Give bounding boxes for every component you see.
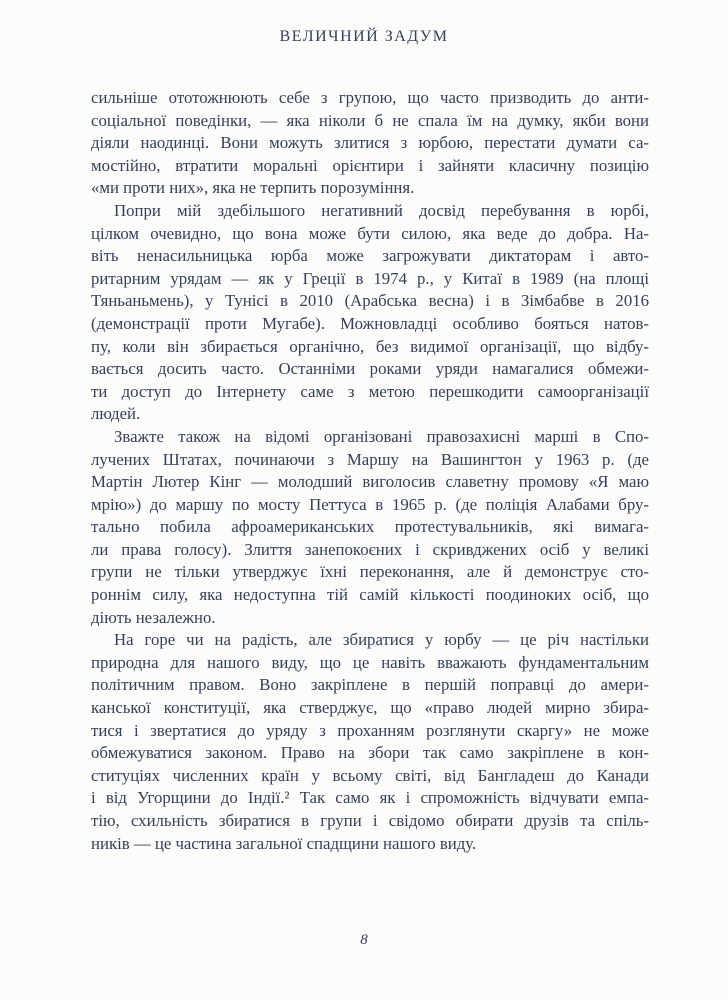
text-line: соціальної поведінки, — яка ніколи б не спала їм на думку, якби вони	[91, 110, 649, 130]
text-line: і від Угорщини до Індії.² Так само як і спроможність відчувати емпа-	[91, 788, 649, 808]
text-line: ституціях численних країн у всьому світі, від Бангладеш до Канади	[91, 765, 649, 785]
text-line: ників — це частина загальної спадщини нашого виду.	[91, 833, 477, 853]
paragraph	[91, 87, 649, 200]
text-line: віть ненасильницька юрба може загрожувати диктаторам і авто-	[91, 246, 649, 266]
running-head: ВЕЛИЧНИЙ ЗАДУМ	[279, 28, 449, 45]
paragraph	[91, 200, 649, 426]
text-line: діяли наодинці. Вони можуть злитися з юрбою, перестати думати са-	[91, 133, 649, 153]
paragraph	[91, 426, 649, 629]
text-line: людей.	[91, 404, 141, 424]
text-line: лучених Штатах, починаючи з Маршу на Вашингтон у 1963 р. (де	[91, 449, 649, 469]
text-line: пу, коли він збирається органічно, без видимої організації, що відбу-	[91, 336, 649, 356]
text-line: «ми проти них», яка не терпить порозуміння.	[91, 178, 415, 198]
text-line: Мартін Лютер Кінг — молодший виголосив славетну промову «Я маю	[91, 472, 649, 492]
text-line: вається досить часто. Останніми роками уряди намагалися обмежи-	[91, 359, 649, 379]
text-line: цілком очевидно, що вона може бути силою, яка веде до добра. На-	[91, 223, 649, 243]
text-line: Тяньаньмень), у Тунісі в 2010 (Арабська весна) і в Зімбабве в 2016	[91, 291, 649, 311]
text-line: тію, схильність збиратися в групи і свідомо обирати друзів та спіль-	[91, 811, 649, 830]
text-line: мостійно, втратити моральні орієнтири і зайняти класичну позицію	[91, 155, 649, 175]
paragraph	[91, 629, 649, 855]
text-line: групи не тільки утверджує їхні переконання, але й демонструє сто-	[91, 562, 649, 582]
text-line: діють незалежно.	[91, 607, 216, 627]
text-line: канської конституції, яка стверджує, що «право людей мирно збира-	[91, 698, 649, 718]
text-line: ритарним урядам — як у Греції в 1974 р., у Китаї в 1989 (на площі	[91, 268, 649, 288]
text-line: природна для нашого виду, що це навіть вважають фундаментальним	[91, 652, 649, 672]
text-line: Попри мій здебільшого негативний досвід перебування в юрбі,	[114, 200, 649, 220]
text-line: тися і звертатися до уряду з проханням розглянути скаргу» не може	[91, 720, 649, 740]
text-line: Зважте також на відомі організовані правозахисні марші в Спо-	[114, 426, 649, 446]
text-line: сильніше ототожнюють себе з групою, що часто призводить до анти-	[91, 88, 649, 107]
text-line: ли права голосу). Злиття занепокоєних і скривджених осіб у великі	[91, 539, 649, 559]
text-line: тально побила афроамериканських протестувальників, які вимага-	[91, 517, 649, 537]
text-line: обмежуватися законом. Право на збори так само закріплене в кон-	[91, 743, 649, 763]
text-line: ти доступ до Інтернету саме з метою перешкодити самоорганізації	[91, 381, 649, 401]
text-line: політичним правом. Воно закріплене в першій поправці до амери-	[91, 675, 649, 695]
text-line: На горе чи на радість, але збиратися у юрбу — це річ настільки	[114, 630, 649, 650]
text-line: роннім силу, яка недоступна тій самій кількості поодиноких осіб, що	[91, 585, 649, 605]
text-line: (демонстрації проти Мугабе). Можновладці особливо бояться натов-	[91, 313, 649, 333]
page-number: 8	[360, 932, 368, 948]
body-text	[91, 87, 649, 855]
text-line: мрію») до маршу по мосту Петтуса в 1965 р. (де поліція Алабами бру-	[91, 494, 649, 514]
